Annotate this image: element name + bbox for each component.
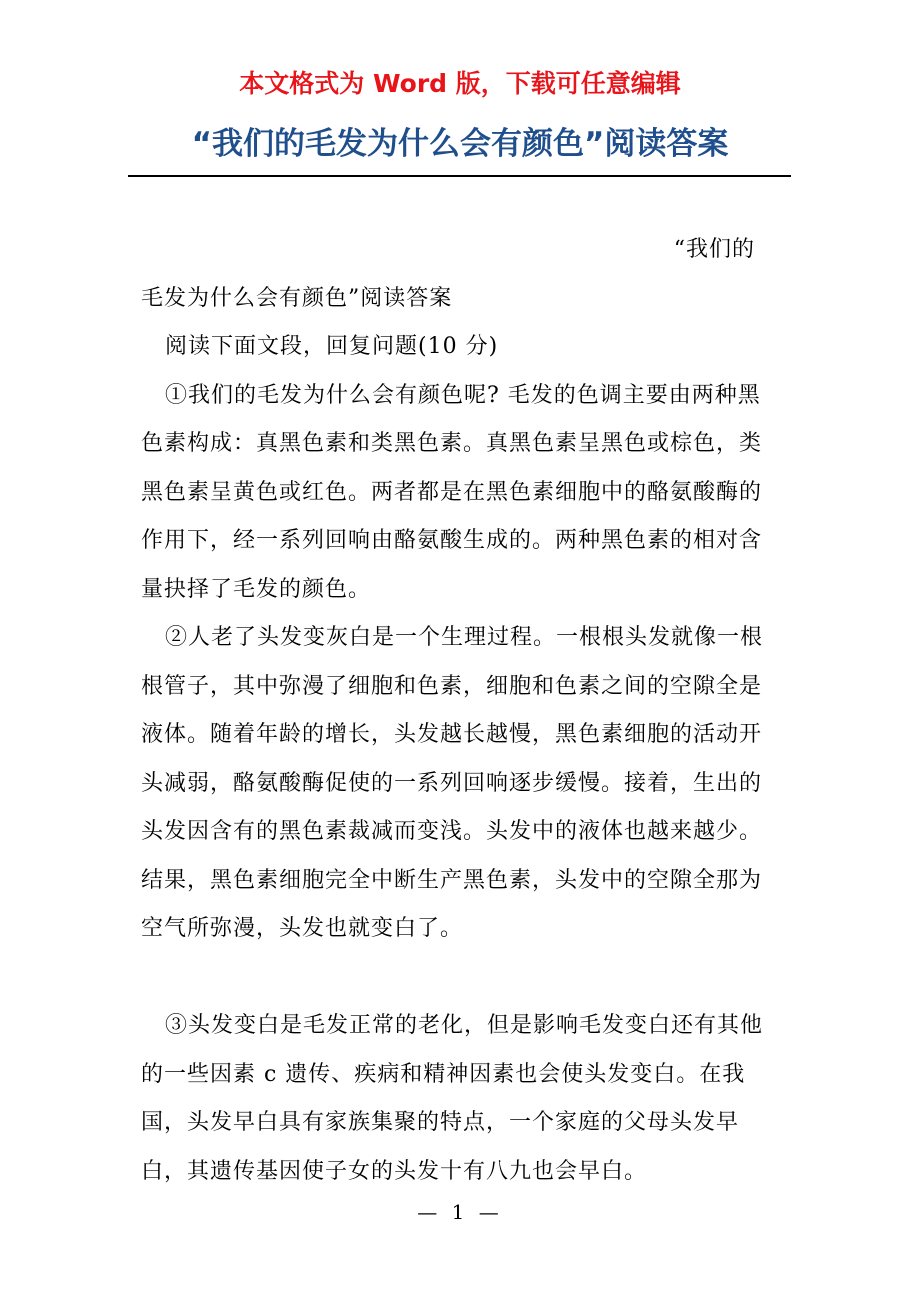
- question-instruction: 阅读下面文段，回复问题(10 分): [165, 334, 499, 359]
- format-banner: 本文格式为 Word 版，下载可任意编辑: [239, 69, 681, 98]
- title-underline-divider: [128, 175, 791, 177]
- paragraph-1: ①我们的毛发为什么会有颜色呢? 毛发的色调主要由两种黑色素构成：真黑色素和类黑色素。真黑色素呈黑色或棕色，类黑色素呈黄色或红色。两者都是在黑色素细胞中的酪氨酸酶的作用下，经一系列回响由酪氨酸生成的。两种黑色素的相对含量抉择了毛发的颜色。: [141, 382, 763, 602]
- lead-title-fragment: “我们的: [673, 237, 755, 262]
- paragraph-2: ②人老了头发变灰白是一个生理过程。一根根头发就像一根根管子，其中弥漫了细胞和色素，细胞和色素之间的空隙全是液体。随着年龄的增长，头发越长越慢，黑色素细胞的活动开头减弱，酪氨酸酶促使的一系列回响逐步缓慢。接着，生出的头发因含有的黑色素裁减而变浅。头发中的液体也越来越少。结果，黑色素细胞完全中断生产黑色素，头发中的空隙全那为空气所弥漫，头发也就变白了。: [141, 625, 764, 941]
- document-body: [141, 226, 781, 1196]
- page-number: — 1 —: [417, 1200, 503, 1224]
- document-title: “我们的毛发为什么会有颜色”阅读答案: [191, 126, 729, 162]
- lead-title-continuation: 毛发为什么会有颜色”阅读答案: [141, 285, 453, 311]
- paragraph-3: ③头发变白是毛发正常的老化，但是影响毛发变白还有其他的一些因素 c 遗传、疾病和精神因素也会使头发变白。在我国，头发早白具有家族集聚的特点，一个家庭的父母头发早白，其遗传基因使子女的头发十有八九也会早白。: [141, 1013, 764, 1184]
